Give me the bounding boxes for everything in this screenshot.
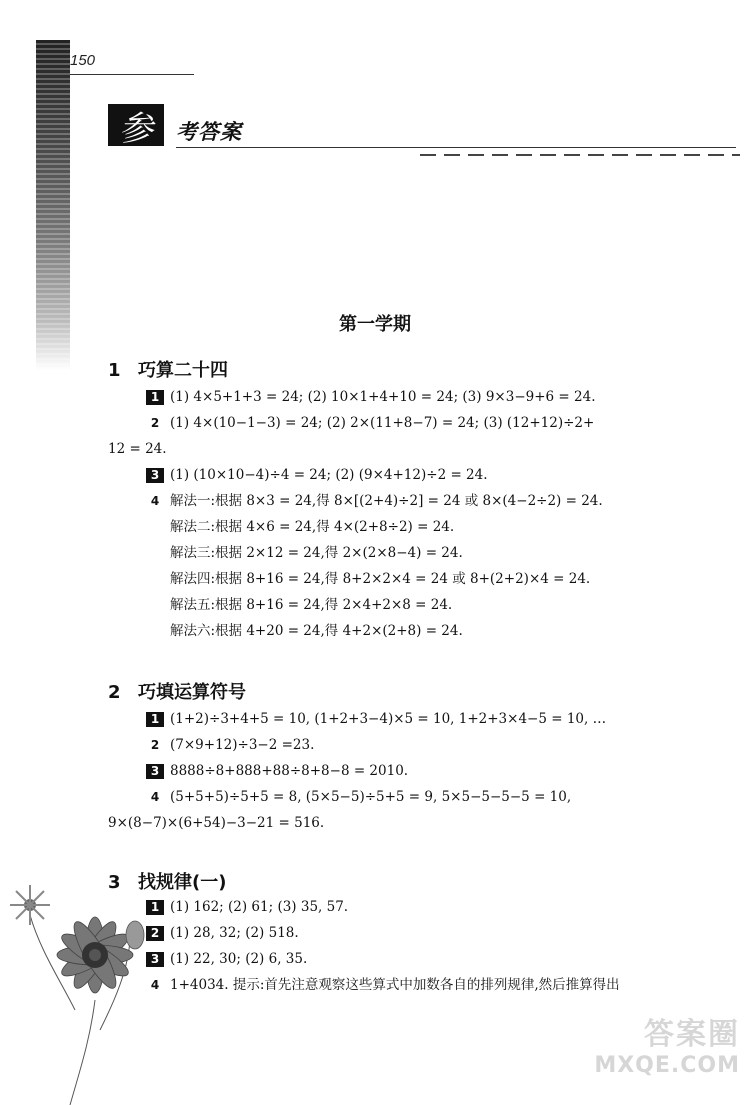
section-title-2 bbox=[108, 678, 246, 704]
answer-text: (1) 28, 32; (2) 518. bbox=[170, 925, 299, 941]
answer-text: 解法二:根据 4×6 = 24,得 4×(2+8÷2) = 24. bbox=[170, 519, 455, 535]
small-flower-icon bbox=[10, 885, 50, 925]
answer-line bbox=[146, 976, 620, 994]
answer-text: 解法五:根据 8+16 = 24,得 2×4+2×8 = 24. bbox=[170, 597, 453, 613]
page-number-rule bbox=[70, 74, 194, 75]
answer-line-continued bbox=[170, 518, 454, 536]
question-number-badge: 3 bbox=[146, 952, 164, 967]
question-number-badge: 2 bbox=[146, 926, 164, 941]
section-title-text: 找规律(一) bbox=[138, 872, 227, 893]
answer-text: 解法一:根据 8×3 = 24,得 8×[(2+4)÷2] = 24 或 8×(4−2÷2) = 24. bbox=[170, 493, 603, 509]
answer-text: 解法六:根据 4+20 = 24,得 4+2×(2+8) = 24. bbox=[170, 623, 463, 639]
question-number-badge: 1 bbox=[146, 390, 164, 405]
answer-line bbox=[146, 736, 314, 754]
answer-line bbox=[146, 762, 408, 780]
answer-line-continued bbox=[170, 622, 463, 640]
answer-line bbox=[146, 466, 488, 484]
answer-line-continued bbox=[108, 814, 324, 832]
header-rule bbox=[176, 147, 736, 148]
large-flower-icon bbox=[57, 917, 133, 993]
answer-line bbox=[146, 710, 606, 728]
answer-line bbox=[146, 414, 594, 432]
flower-stem bbox=[70, 1000, 95, 1105]
term-title: 第一学期 bbox=[339, 314, 411, 335]
section-title-1 bbox=[108, 356, 228, 382]
answer-text: (5+5+5)÷5+5 = 8, (5×5−5)÷5+5 = 9, 5×5−5−5−5 = 10, bbox=[170, 789, 572, 805]
answer-text: 解法四:根据 8+16 = 24,得 8+2×2×4 = 24 或 8+(2+2)×4 = 24. bbox=[170, 571, 591, 587]
watermark-url: MXQE.COM bbox=[594, 1053, 740, 1078]
answer-text: (1) 4×5+1+3 = 24; (2) 10×1+4+10 = 24; (3) 9×3−9+6 = 24. bbox=[170, 389, 596, 405]
answer-line-continued bbox=[170, 596, 452, 614]
answer-text: (1+2)÷3+4+5 = 10, (1+2+3−4)×5 = 10, 1+2+3×4−5 = 10, … bbox=[170, 711, 607, 727]
page-number: 150 bbox=[70, 52, 96, 69]
answer-text: (1) (10×10−4)÷4 = 24; (2) (9×4+12)÷2 = 24. bbox=[170, 467, 488, 483]
question-number-badge: 1 bbox=[146, 900, 164, 915]
section-number: 2 bbox=[108, 682, 121, 703]
answer-line-continued bbox=[170, 544, 463, 562]
header-dashed-rule bbox=[420, 154, 740, 156]
header-title-box: 参 bbox=[108, 104, 164, 146]
answer-line-continued bbox=[108, 440, 167, 458]
question-number-badge: 1 bbox=[146, 712, 164, 727]
section-title-text: 巧算二十四 bbox=[138, 360, 228, 381]
question-number: 4 bbox=[150, 790, 160, 804]
answer-text: (1) 22, 30; (2) 6, 35. bbox=[170, 951, 308, 967]
bud-icon bbox=[126, 921, 144, 949]
question-number-badge: 3 bbox=[146, 764, 164, 779]
question-number: 2 bbox=[150, 416, 160, 430]
question-number-badge: 3 bbox=[146, 468, 164, 483]
answer-text: (1) 4×(10−1−3) = 24; (2) 2×(11+8−7) = 24; (3) (12+12)÷2+ bbox=[170, 415, 595, 431]
answer-line bbox=[146, 788, 571, 806]
answer-text: 12 = 24. bbox=[108, 441, 167, 457]
answer-text: 9×(8−7)×(6+54)−3−21 = 516. bbox=[108, 815, 325, 831]
answer-line bbox=[146, 492, 603, 510]
section-number: 3 bbox=[108, 872, 121, 893]
question-number: 4 bbox=[150, 978, 160, 992]
watermark bbox=[590, 1009, 740, 1099]
section-title-text: 巧填运算符号 bbox=[138, 682, 246, 703]
answer-text: (1) 162; (2) 61; (3) 35, 57. bbox=[170, 899, 349, 915]
question-number: 4 bbox=[150, 494, 160, 508]
answer-line-continued bbox=[170, 570, 590, 588]
answer-text: 8888÷8+888+88÷8+8−8 = 2010. bbox=[170, 763, 409, 779]
watermark-text: 答案圈 bbox=[644, 1017, 740, 1052]
header-title: 考答案 bbox=[176, 120, 242, 144]
section-number: 1 bbox=[108, 360, 121, 381]
answer-text: 1+4034. 提示:首先注意观察这些算式中加数各自的排列规律,然后推算得出 bbox=[170, 977, 620, 993]
answer-line bbox=[146, 388, 595, 406]
answer-text: 解法三:根据 2×12 = 24,得 2×(2×8−4) = 24. bbox=[170, 545, 463, 561]
flower-illustration bbox=[0, 860, 200, 1105]
question-number: 2 bbox=[150, 738, 160, 752]
answer-text: (7×9+12)÷3−2 =23. bbox=[170, 737, 315, 753]
